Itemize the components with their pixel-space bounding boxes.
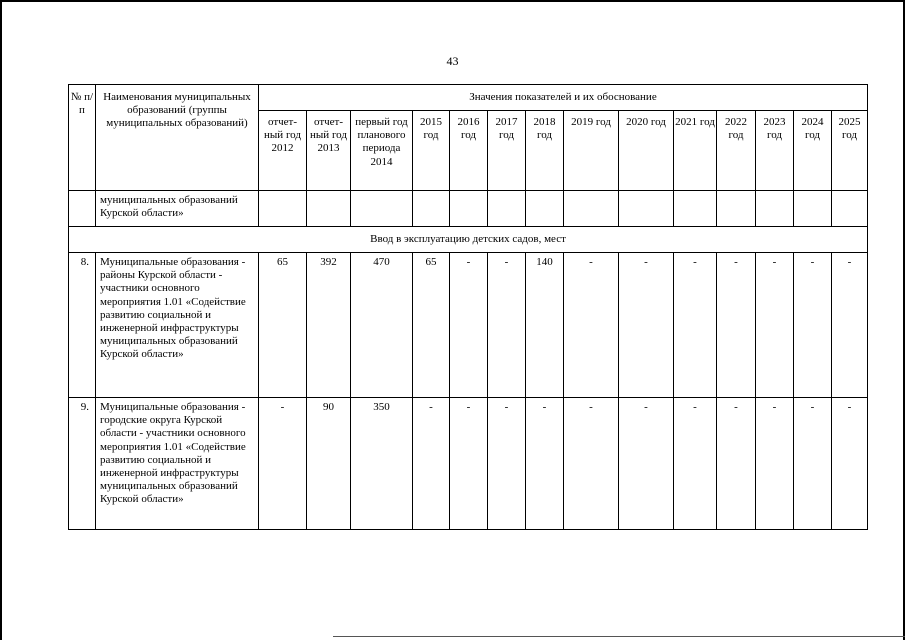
value-cell: -: [832, 398, 868, 530]
header-year: отчет-ный год 2012: [259, 111, 307, 191]
value-cell: -: [832, 253, 868, 398]
value-cell: [794, 191, 832, 227]
value-cell: [832, 191, 868, 227]
header-year: 2023 год: [756, 111, 794, 191]
value-cell: [450, 191, 488, 227]
page-border-top: [0, 0, 905, 2]
value-cell: [619, 191, 674, 227]
value-cell: 350: [351, 398, 413, 530]
header-year: 2024 год: [794, 111, 832, 191]
header-year: первый год планового периода 2014: [351, 111, 413, 191]
value-cell: 470: [351, 253, 413, 398]
continuation-num: [69, 191, 96, 227]
value-cell: -: [674, 253, 717, 398]
header-year: 2025 год: [832, 111, 868, 191]
header-year: 2021 год: [674, 111, 717, 191]
header-year: 2015 год: [413, 111, 450, 191]
value-cell: [526, 191, 564, 227]
value-cell: -: [756, 398, 794, 530]
continuation-row: [69, 191, 868, 227]
table-row: [69, 253, 868, 398]
header-year: 2017 год: [488, 111, 526, 191]
bottom-rule: [333, 636, 905, 637]
value-cell: 90: [307, 398, 351, 530]
value-cell: -: [794, 398, 832, 530]
row-name: Муниципальные образования - районы Курской области - участники основного мероприятия 1.01 «Содействие развитию социальной и инженерной инфраструктуры муниципальных образований Курской области»: [96, 253, 259, 398]
header-row-top: [69, 85, 868, 111]
value-cell: [488, 191, 526, 227]
value-cell: -: [794, 253, 832, 398]
value-cell: -: [488, 253, 526, 398]
header-year: 2019 год: [564, 111, 619, 191]
value-cell: [564, 191, 619, 227]
continuation-name: муниципальных образований Курской области»: [96, 191, 259, 227]
value-cell: 140: [526, 253, 564, 398]
header-year: 2022 год: [717, 111, 756, 191]
value-cell: [351, 191, 413, 227]
value-cell: -: [564, 253, 619, 398]
value-cell: -: [674, 398, 717, 530]
value-cell: -: [259, 398, 307, 530]
row-name: Муниципальные образования - городские округа Курской области - участники основного мероприятия 1.01 «Содействие развитию социальной и инженерной инфраструктуры муниципальных образований Курской области»: [96, 398, 259, 530]
value-cell: -: [717, 253, 756, 398]
header-num: № п/п: [69, 85, 96, 191]
value-cell: -: [413, 398, 450, 530]
value-cell: -: [756, 253, 794, 398]
value-cell: [756, 191, 794, 227]
header-year: 2018 год: [526, 111, 564, 191]
header-year: 2016 год: [450, 111, 488, 191]
value-cell: -: [619, 398, 674, 530]
row-num: 8.: [69, 253, 96, 398]
table-row: [69, 398, 868, 530]
value-cell: [717, 191, 756, 227]
value-cell: [674, 191, 717, 227]
value-cell: -: [488, 398, 526, 530]
value-cell: -: [717, 398, 756, 530]
value-cell: 392: [307, 253, 351, 398]
header-group: Значения показателей и их обоснование: [259, 85, 868, 111]
value-cell: [307, 191, 351, 227]
section-row: [69, 227, 868, 253]
page-number: 43: [446, 54, 459, 68]
value-cell: [259, 191, 307, 227]
indicators-table: [68, 84, 868, 530]
header-year: 2020 год: [619, 111, 674, 191]
section-title: Ввод в эксплуатацию детских садов, мест: [69, 227, 868, 253]
value-cell: 65: [413, 253, 450, 398]
row-num: 9.: [69, 398, 96, 530]
value-cell: -: [619, 253, 674, 398]
value-cell: -: [450, 398, 488, 530]
value-cell: 65: [259, 253, 307, 398]
header-year: отчет-ный год 2013: [307, 111, 351, 191]
value-cell: -: [450, 253, 488, 398]
page-border-left: [0, 0, 2, 640]
header-name: Наименования муниципальных образований (группы муниципальных образований): [96, 85, 259, 191]
value-cell: -: [526, 398, 564, 530]
value-cell: -: [564, 398, 619, 530]
value-cell: [413, 191, 450, 227]
